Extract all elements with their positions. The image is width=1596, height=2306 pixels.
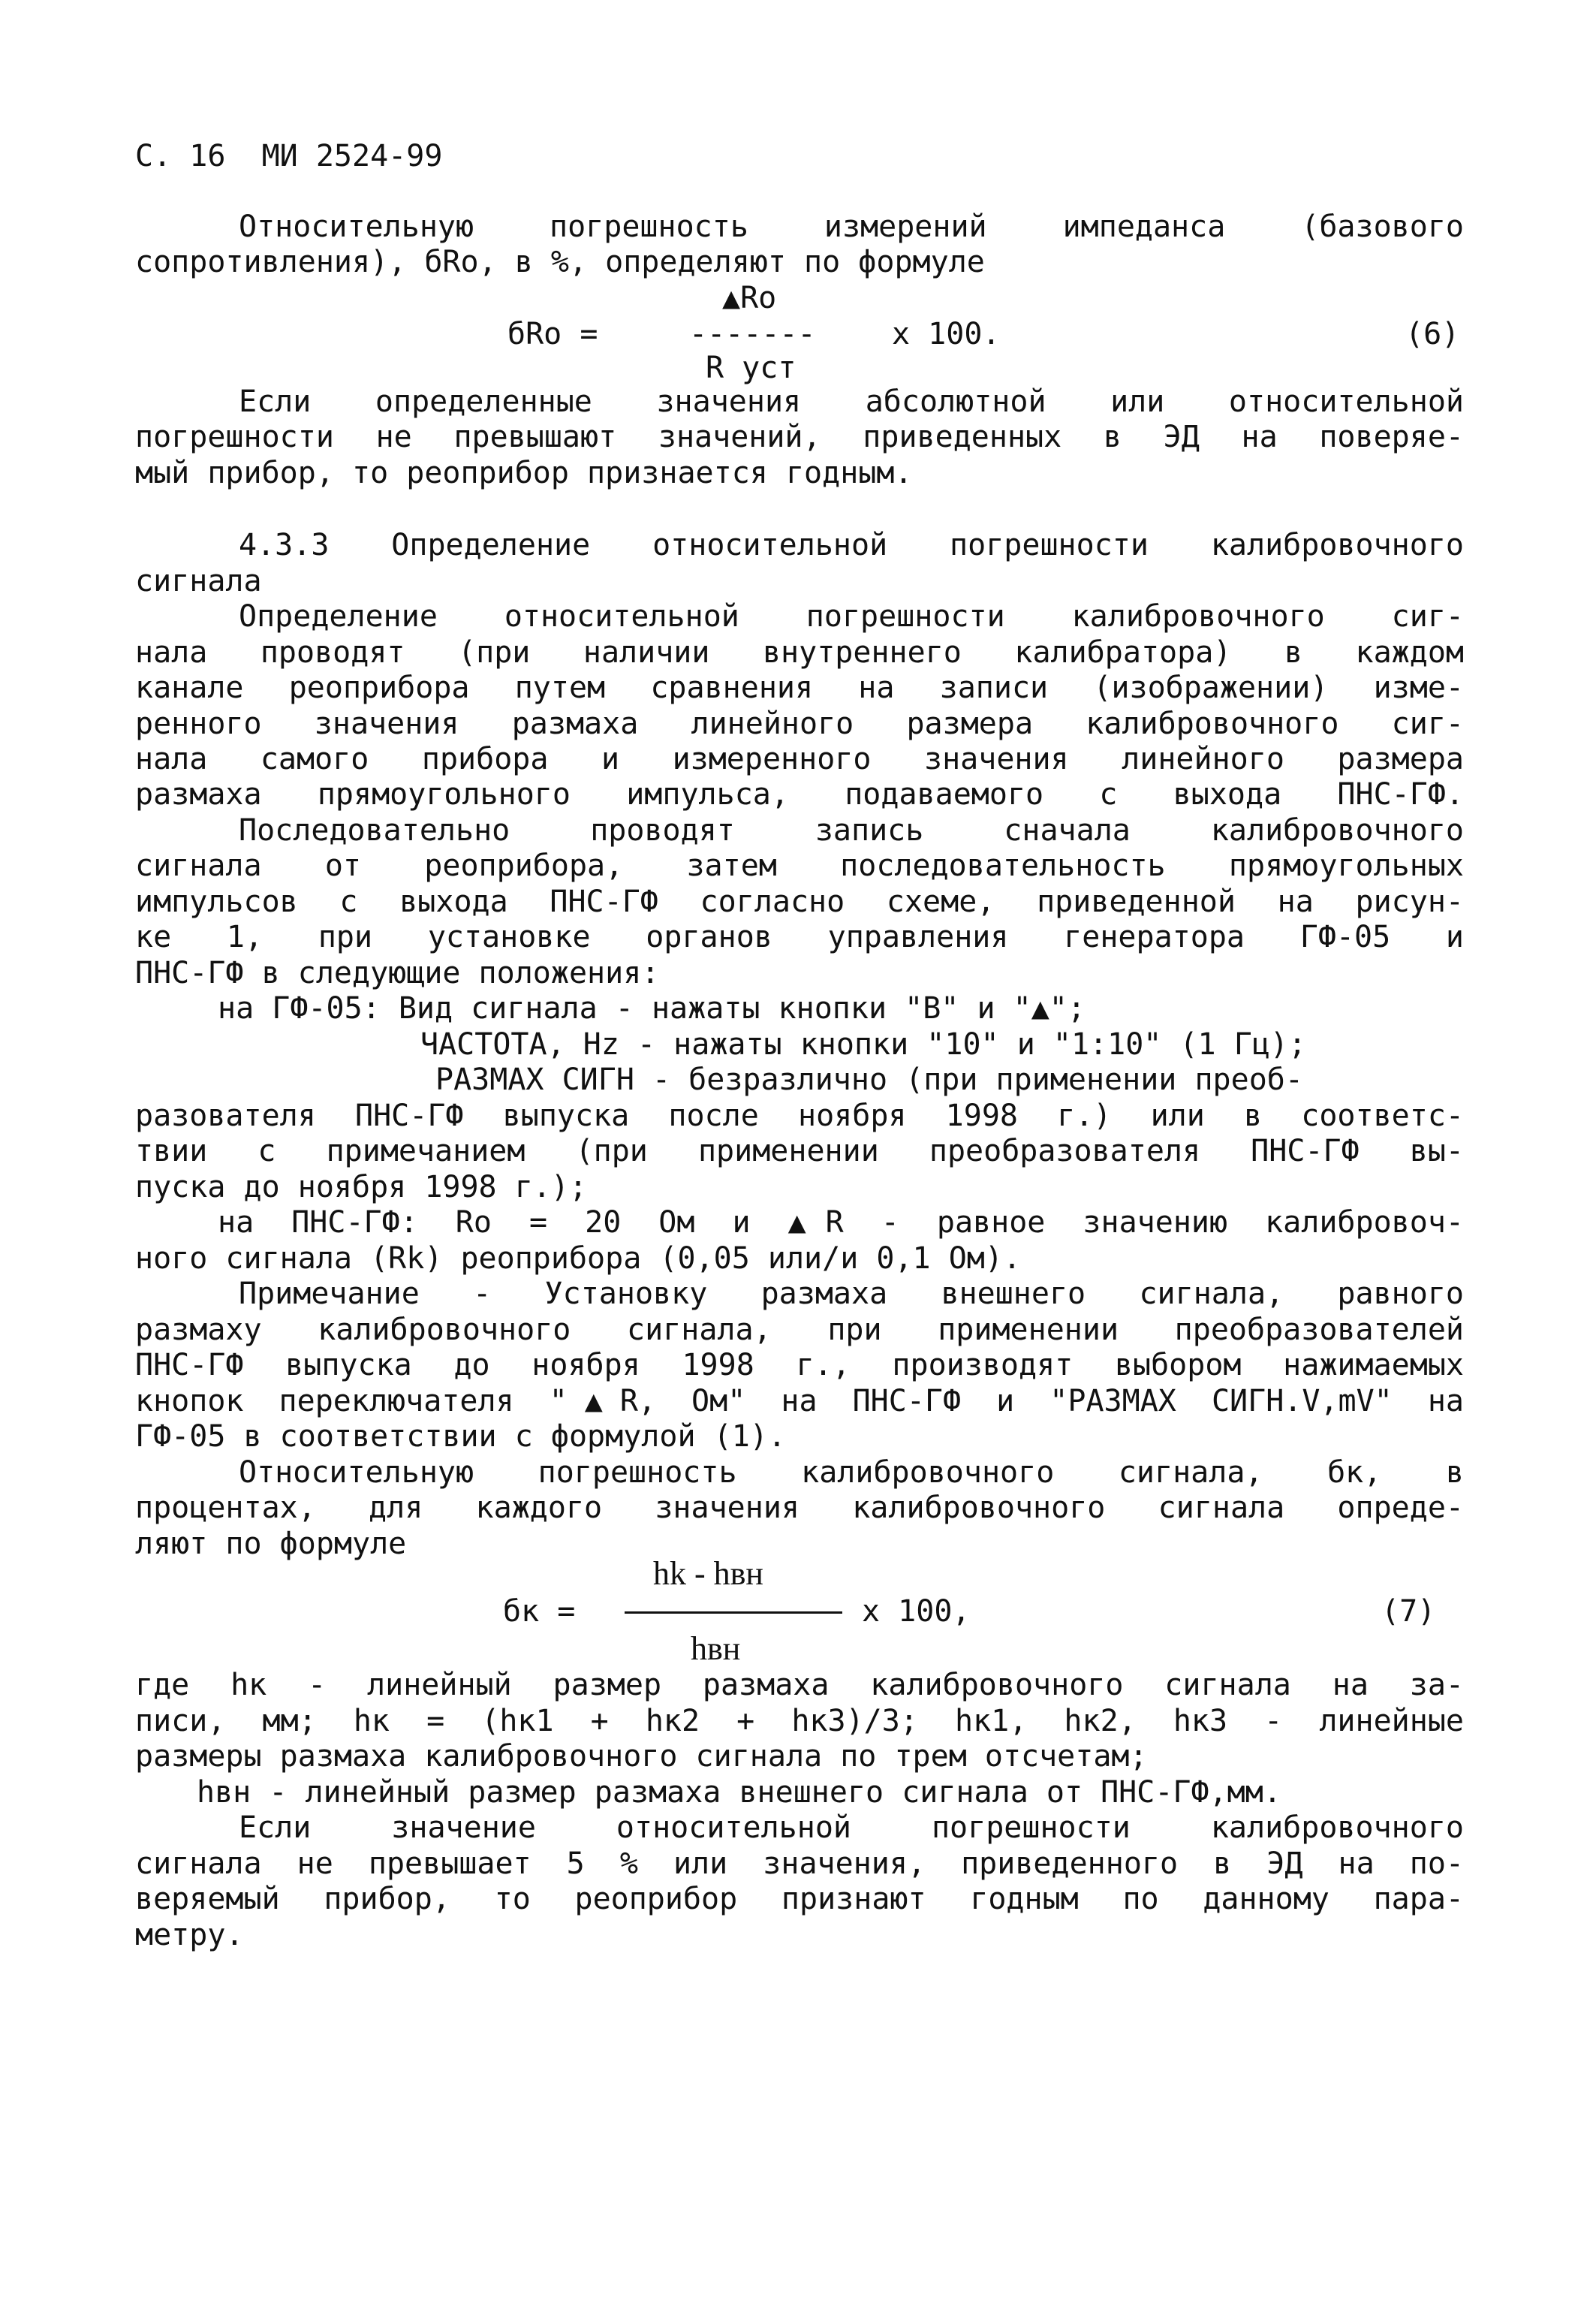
paragraph-line: размаха прямоугольного импульса, подаваемого с выхода ПНС-ГФ. xyxy=(135,777,1464,812)
paragraph-line: ке 1, при установке органов управления генератора ГФ-05 и xyxy=(135,920,1464,954)
paragraph-line: импульсов с выхода ПНС-ГФ согласно схеме, приведенной на рисун- xyxy=(135,885,1464,919)
formula-7-number: (7) xyxy=(1381,1594,1436,1629)
formula-6-number: (6) xyxy=(1405,317,1460,351)
paragraph-line: сигнала от реоприбора, затем последовательность прямоугольных xyxy=(135,849,1464,883)
paragraph-line: нала самого прибора и измеренного значения линейного размера xyxy=(135,742,1464,776)
paragraph-line: ляют по формуле xyxy=(135,1527,407,1561)
note-line: ПНС-ГФ выпуска до ноября 1998 г., производят выбором нажимаемых xyxy=(135,1348,1464,1382)
formula-7-lhs: бк = xyxy=(503,1594,576,1629)
paragraph-line: Если значение относительной погрешности калибровочного xyxy=(239,1810,1464,1845)
paragraph-line: ренного значения размаха линейного размера калибровочного сиг- xyxy=(135,707,1464,741)
note-line: кнопок переключателя "▲R, Ом" на ПНС-ГФ и "РАЗМАХ СИГН.V,mV" на xyxy=(135,1384,1464,1418)
paragraph-line: канале реоприбора путем сравнения на записи (изображении) изме- xyxy=(135,671,1464,705)
paragraph-line: писи, мм; hк = (hк1 + hк2 + hк3)/3; hк1, hк2, hк3 - линейные xyxy=(135,1704,1464,1738)
note-line: Примечание - Установку размаха внешнего сигнала, равного xyxy=(239,1277,1464,1311)
paragraph-line: сопротивления), бRo, в %, определяют по формуле xyxy=(135,245,985,279)
formula-6-denominator: R уст xyxy=(706,351,796,385)
paragraph-line: нала проводят (при наличии внутреннего калибратора) в каждом xyxy=(135,635,1464,670)
paragraph-line: метру. xyxy=(135,1918,244,1952)
formula-7-denominator: hвн xyxy=(691,1630,741,1667)
setting-line: на ПНС-ГФ: Ro = 20 Ом и ▲R - равное значению калибровоч- xyxy=(218,1205,1464,1240)
paragraph-line: ПНС-ГФ в следующие положения: xyxy=(135,956,660,990)
formula-7-rhs: x 100, xyxy=(862,1594,971,1629)
formula-6-fraction-bar: ------- xyxy=(689,317,816,351)
paragraph-line: Относительную погрешность калибровочного сигнала, бк, в xyxy=(239,1455,1464,1490)
section-heading: 4.3.3 Определение относительной погрешности калибровочного xyxy=(239,528,1464,562)
paragraph-line: Определение относительной погрешности калибровочного сиг- xyxy=(239,599,1464,634)
paragraph-line: сигнала не превышает 5 % или значения, приведенного в ЭД на по- xyxy=(135,1846,1464,1881)
formula-7-numerator: hk - hвн xyxy=(653,1555,763,1592)
formula-7-fraction-bar xyxy=(625,1611,842,1614)
setting-line: разователя ПНС-ГФ выпуска после ноября 1998 г.) или в соответс- xyxy=(135,1099,1464,1133)
paragraph-line: процентах, для каждого значения калибровочного сигнала опреде- xyxy=(135,1491,1464,1525)
formula-6-rhs: x 100. xyxy=(892,317,1001,351)
setting-line: РАЗМАХ СИГН - безразлично (при применении преоб- xyxy=(435,1063,1303,1097)
paragraph-line: Относительную погрешность измерений импеданса (базового xyxy=(239,209,1464,244)
setting-line: твии с примечанием (при применении преобразователя ПНС-ГФ вы- xyxy=(135,1134,1464,1168)
paragraph-line: hвн - линейный размер размаха внешнего сигнала от ПНС-ГФ,мм. xyxy=(197,1775,1281,1810)
paragraph-line: где hк - линейный размер размаха калибровочного сигнала на за- xyxy=(135,1668,1464,1702)
page-header: С. 16 МИ 2524-99 xyxy=(135,139,443,173)
paragraph-line: Если определенные значения абсолютной или относительной xyxy=(239,384,1464,419)
setting-line: на ГФ-05: Вид сигнала - нажаты кнопки "В" и "▲"; xyxy=(218,991,1086,1026)
setting-line: ного сигнала (Rk) реоприбора (0,05 или/и 0,1 Ом). xyxy=(135,1241,1022,1276)
paragraph-line: мый прибор, то реоприбор признается годным. xyxy=(135,456,913,490)
setting-line: пуска до ноября 1998 г.); xyxy=(135,1170,588,1204)
paragraph-line: Последовательно проводят запись сначала калибровочного xyxy=(239,813,1464,848)
setting-line: ЧАСТОТА, Hz - нажаты кнопки "10" и "1:10" (1 Гц); xyxy=(420,1027,1307,1062)
section-heading: сигнала xyxy=(135,564,262,598)
note-line: ГФ-05 в соответствии с формулой (1). xyxy=(135,1419,786,1454)
formula-6-lhs: бRo = xyxy=(507,317,598,351)
note-line: размаху калибровочного сигнала, при применении преобразователей xyxy=(135,1313,1464,1347)
paragraph-line: погрешности не превышают значений, приведенных в ЭД на поверяе- xyxy=(135,420,1464,454)
paragraph-line: веряемый прибор, то реоприбор признают годным по данному пара- xyxy=(135,1882,1464,1916)
formula-6-numerator: ▲Ro xyxy=(722,281,777,315)
paragraph-line: размеры размаха калибровочного сигнала по трем отсчетам; xyxy=(135,1739,1148,1774)
